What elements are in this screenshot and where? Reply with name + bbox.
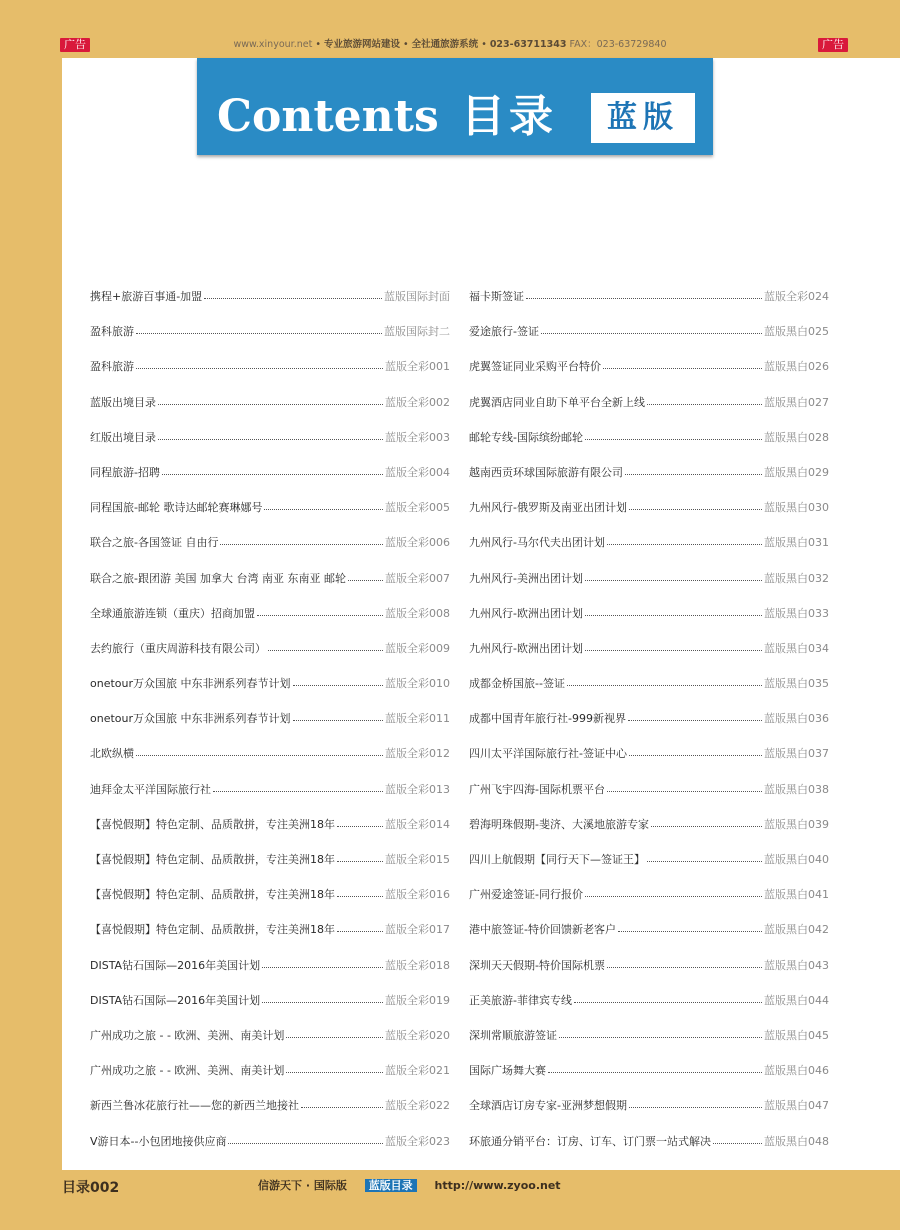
toc-entry[interactable] — [469, 816, 829, 851]
toc-entry[interactable] — [469, 464, 829, 499]
toc-entry-page: 蓝版黑白031 — [764, 536, 829, 550]
toc-entry-title: 成都中国青年旅行社-999新视界 — [469, 712, 626, 726]
dot-leader — [158, 396, 383, 405]
dot-leader — [158, 431, 383, 440]
footer-url[interactable]: http://www.zyoo.net — [434, 1179, 561, 1192]
dot-leader — [337, 923, 383, 932]
toc-entry-title: 九州风行-俄罗斯及南亚出团计划 — [469, 501, 627, 515]
toc-entry[interactable] — [469, 429, 829, 464]
toc-entry[interactable] — [469, 710, 829, 745]
toc-entry[interactable] — [90, 323, 450, 358]
toc-entry[interactable] — [90, 745, 450, 780]
toc-entry-page: 蓝版黑白043 — [764, 958, 829, 972]
toc-entry[interactable] — [469, 851, 829, 886]
toc-entry-page: 蓝版黑白041 — [764, 888, 829, 902]
dot-leader — [625, 466, 762, 475]
dot-leader — [603, 360, 762, 369]
toc-entry-title: 广州成功之旅 - - 欧洲、美洲、南美计划 — [90, 1028, 285, 1042]
toc-entry-page: 蓝版黑白040 — [764, 853, 829, 866]
toc-entry[interactable] — [90, 358, 450, 393]
toc-entry-title: 广州飞宇四海-国际机票平台 — [469, 782, 605, 796]
toc-entry[interactable] — [90, 886, 450, 921]
dot-leader — [647, 396, 762, 405]
toc-entry-page: 蓝版全彩020 — [385, 1028, 450, 1042]
toc-entry[interactable] — [90, 570, 450, 605]
header-fax: FAX：023-63729840 — [569, 39, 667, 50]
toc-entry-page: 蓝版全彩010 — [385, 677, 450, 691]
toc-entry-title: 虎翼签证同业采购平台特价 — [469, 360, 601, 374]
toc-entry-title: 九州风行-马尔代夫出团计划 — [469, 536, 605, 550]
toc-entry[interactable] — [469, 288, 829, 323]
toc-entry-page: 蓝版黑白039 — [764, 817, 829, 831]
footer-page-number: 目录002 — [62, 1180, 120, 1196]
toc-entry-title: 福卡斯签证 — [469, 290, 524, 303]
toc-entry-title: 盈科旅游 — [90, 325, 134, 339]
toc-entry-title: 九州风行-美洲出团计划 — [469, 571, 583, 585]
toc-entry-page: 蓝版全彩012 — [385, 747, 450, 761]
toc-entry-title: 新西兰鲁冰花旅行社——您的新西兰地接社 — [90, 1099, 299, 1113]
toc-entry-title: 携程+旅游百事通-加盟 — [90, 290, 203, 303]
dot-leader — [713, 1135, 762, 1144]
toc-entry-title: 【喜悦假期】特色定制、品质散拼，专注美洲18年 — [90, 817, 335, 831]
toc-entry[interactable] — [469, 358, 829, 393]
dot-leader — [559, 1029, 762, 1038]
footer-info — [258, 1178, 561, 1193]
toc-entry-page: 蓝版全彩019 — [385, 993, 450, 1007]
dot-leader — [567, 677, 762, 686]
toc-entry-page: 蓝版全彩024 — [764, 290, 829, 303]
toc-entry-title: 国际广场舞大赛 — [469, 1064, 546, 1078]
toc-entry[interactable] — [469, 640, 829, 675]
toc-entry-page: 蓝版全彩018 — [385, 958, 450, 972]
toc-entry[interactable] — [469, 499, 829, 534]
dot-leader — [548, 1064, 762, 1073]
toc-entry-page: 蓝版全彩004 — [385, 465, 450, 479]
toc-entry[interactable] — [90, 1097, 450, 1132]
toc-entry-title: 深圳天天假期-特价国际机票 — [469, 958, 605, 972]
toc-entry-page: 蓝版黑白026 — [764, 360, 829, 374]
toc-entry-title: 九州风行-欧洲出团计划 — [469, 641, 583, 655]
ad-tag-right: 广告 — [818, 38, 848, 52]
toc-entry-title: 广州成功之旅 - - 欧洲、美洲、南美计划 — [90, 1064, 285, 1078]
dot-leader — [337, 853, 383, 862]
toc-entry-page: 蓝版全彩007 — [385, 571, 450, 585]
toc-entry[interactable] — [90, 781, 450, 816]
toc-entry-title: 全球通旅游连锁（重庆）招商加盟 — [90, 606, 255, 620]
toc-entry-title: DISTA钻石国际—2016年美国计划 — [90, 958, 261, 972]
dot-leader — [628, 712, 762, 721]
toc-entry-title: 蓝版出境目录 — [90, 395, 156, 409]
toc-entry-title: 联合之旅-跟团游 美国 加拿大 台湾 南亚 东南亚 邮轮 — [90, 571, 346, 585]
toc-entry-page: 蓝版全彩023 — [385, 1134, 450, 1148]
toc-entry-title: 碧海明珠假期-斐济、大溪地旅游专家 — [469, 817, 649, 831]
dot-leader — [629, 1099, 762, 1108]
dot-leader — [136, 747, 383, 756]
toc-entry[interactable] — [90, 992, 450, 1027]
toc-entry-title: 正美旅游-菲律宾专线 — [469, 993, 572, 1007]
dot-leader — [541, 325, 762, 334]
toc-entry-page: 蓝版黑白035 — [764, 677, 829, 691]
toc-entry-page: 蓝版黑白037 — [764, 747, 829, 761]
toc-entry[interactable] — [469, 745, 829, 780]
bullet-icon: • — [481, 39, 490, 50]
header-service-2: 全社通旅游系统 — [411, 39, 479, 50]
toc-entry-title: 四川太平洋国际旅行社-签证中心 — [469, 747, 627, 761]
toc-entry[interactable] — [469, 781, 829, 816]
content-page — [62, 58, 900, 1170]
banner-cn-title: 目录 — [461, 91, 557, 142]
toc-entry[interactable] — [90, 1133, 450, 1168]
toc-entry-page: 蓝版全彩003 — [385, 430, 450, 444]
toc-entry[interactable] — [469, 1062, 829, 1097]
dot-leader — [264, 501, 383, 510]
dot-leader — [136, 360, 383, 369]
toc-entry-page: 蓝版黑白045 — [764, 1028, 829, 1042]
banner-en-title: Contents — [217, 91, 439, 142]
toc-entry-title: 四川上航假期【同行天下—签证王】 — [469, 853, 645, 866]
dot-leader — [228, 1135, 383, 1144]
bullet-icon: • — [315, 39, 324, 50]
toc-entry-title: 越南西贡环球国际旅游有限公司 — [469, 465, 623, 479]
toc-entry[interactable] — [90, 816, 450, 851]
dot-leader — [585, 607, 762, 616]
toc-entry-page: 蓝版全彩021 — [385, 1064, 450, 1078]
dot-leader — [526, 290, 762, 299]
dot-leader — [204, 290, 382, 299]
toc-entry-page: 蓝版黑白038 — [764, 782, 829, 796]
footer-magazine: 信游天下 · 国际版 — [258, 1179, 347, 1192]
dot-leader — [136, 325, 382, 334]
toc-entry[interactable] — [469, 1027, 829, 1062]
toc-entry-title: 邮轮专线-国际缤纷邮轮 — [469, 430, 583, 444]
toc-entry-title: onetour万众国旅 中东非洲系列春节计划 — [90, 712, 291, 726]
bullet-icon: • — [403, 39, 412, 50]
toc-entry-page: 蓝版全彩013 — [385, 782, 450, 796]
toc-entry-page: 蓝版黑白025 — [764, 325, 829, 339]
toc-entry-title: onetour万众国旅 中东非洲系列春节计划 — [90, 677, 291, 691]
dot-leader — [337, 888, 383, 897]
toc-entry-page: 蓝版全彩002 — [385, 395, 450, 409]
toc-entry[interactable] — [90, 605, 450, 640]
ad-tag-left: 广告 — [60, 38, 90, 52]
toc-entry[interactable] — [90, 394, 450, 429]
toc-entry-page: 蓝版黑白027 — [764, 395, 829, 409]
dot-leader — [213, 783, 383, 792]
dot-leader — [262, 994, 383, 1003]
toc-entry-title: 迪拜金太平洋国际旅行社 — [90, 782, 211, 796]
toc-entry-page: 蓝版黑白046 — [764, 1064, 829, 1078]
footer-section-badge: 蓝版目录 — [365, 1179, 417, 1192]
toc-entry-page: 蓝版国际封二 — [384, 325, 450, 339]
header-service-1: 专业旅游网站建设 — [323, 39, 400, 50]
toc-entry-title: 虎翼酒店同业自助下单平台全新上线 — [469, 395, 645, 409]
dot-leader — [337, 818, 383, 827]
toc-entry-title: 盈科旅游 — [90, 360, 134, 374]
toc-entry-title: 广州爱途签证-同行报价 — [469, 888, 583, 902]
toc-entry-page: 蓝版黑白033 — [764, 606, 829, 620]
toc-entry-page: 蓝版全彩015 — [385, 853, 450, 866]
toc-entry[interactable] — [469, 992, 829, 1027]
toc-entry-title: 港中旅签证-特价回馈新老客户 — [469, 923, 616, 937]
toc-entry[interactable] — [90, 464, 450, 499]
toc-entry-title: 【喜悦假期】特色定制、品质散拼，专注美洲18年 — [90, 888, 335, 902]
dot-leader — [293, 712, 383, 721]
dot-leader — [647, 853, 762, 862]
toc-entry-title: 爱途旅行-签证 — [469, 325, 539, 339]
toc-entry-title: 深圳常顺旅游签证 — [469, 1028, 557, 1042]
toc-entry-title: DISTA钻石国际—2016年美国计划 — [90, 993, 261, 1007]
dot-leader — [607, 959, 762, 968]
toc-entry-title: 同程国旅-邮轮 歌诗达邮轮赛琳娜号 — [90, 501, 263, 515]
toc-entry[interactable] — [90, 851, 450, 886]
dot-leader — [268, 642, 383, 651]
dot-leader — [618, 923, 762, 932]
dot-leader — [286, 1064, 383, 1073]
dot-leader — [629, 501, 762, 510]
toc-entry-page: 蓝版黑白047 — [764, 1099, 829, 1113]
toc-entry[interactable] — [90, 288, 450, 323]
toc-left-column — [90, 288, 450, 1168]
toc-entry-page: 蓝版黑白032 — [764, 571, 829, 585]
toc-entry-title: 九州风行-欧洲出团计划 — [469, 606, 583, 620]
toc-entry-title: 环旅通分销平台：订房、订车、订门票一站式解决 — [469, 1134, 711, 1148]
toc-entry-page: 蓝版全彩011 — [385, 712, 450, 726]
toc-entry-title: V游日本--小包团地接供应商 — [90, 1134, 227, 1148]
toc-entry[interactable] — [469, 323, 829, 358]
dot-leader — [607, 536, 762, 545]
dot-leader — [585, 642, 762, 651]
toc-entry-page: 蓝版全彩017 — [385, 923, 450, 937]
toc-entry-page: 蓝版黑白048 — [764, 1134, 829, 1148]
toc-entry-title: 同程旅游-招聘 — [90, 465, 160, 479]
toc-entry[interactable] — [90, 675, 450, 710]
toc-entry[interactable] — [469, 605, 829, 640]
toc-entry-page: 蓝版全彩009 — [385, 641, 450, 655]
dot-leader — [293, 677, 383, 686]
toc-entry-title: 去约旅行（重庆周游科技有限公司） — [90, 641, 266, 655]
toc-entry-title: 成都金桥国旅--签证 — [469, 677, 565, 691]
dot-leader — [286, 1029, 383, 1038]
toc-entry[interactable] — [469, 675, 829, 710]
toc-entry-page: 蓝版全彩014 — [385, 817, 450, 831]
toc-entry[interactable] — [469, 921, 829, 956]
header-contact-line — [0, 38, 900, 52]
dot-leader — [301, 1099, 383, 1108]
dot-leader — [585, 572, 762, 581]
toc-entry[interactable] — [90, 1062, 450, 1097]
dot-leader — [220, 536, 383, 545]
dot-leader — [585, 431, 762, 440]
toc-entry[interactable] — [469, 394, 829, 429]
toc-entry[interactable] — [469, 534, 829, 569]
toc-entry[interactable] — [90, 534, 450, 569]
toc-entry-page: 蓝版黑白036 — [764, 712, 829, 726]
toc-entry-page: 蓝版全彩006 — [385, 536, 450, 550]
dot-leader — [262, 959, 383, 968]
toc-entry-page: 蓝版黑白028 — [764, 430, 829, 444]
header-phone: 023-63711343 — [489, 39, 567, 50]
header-website[interactable]: www.xinyour.net — [233, 39, 313, 50]
contents-banner — [197, 58, 713, 155]
toc-entry[interactable] — [90, 429, 450, 464]
toc-entry[interactable] — [90, 499, 450, 534]
dot-leader — [629, 747, 762, 756]
dot-leader — [574, 994, 762, 1003]
toc-entry-page: 蓝版全彩001 — [385, 360, 450, 374]
toc-entry-title: 【喜悦假期】特色定制、品质散拼，专注美洲18年 — [90, 853, 335, 866]
toc-entry[interactable] — [469, 1097, 829, 1132]
toc-entry-page: 蓝版全彩005 — [385, 501, 450, 515]
toc-entry-page: 蓝版黑白034 — [764, 641, 829, 655]
toc-entry-page: 蓝版全彩016 — [385, 888, 450, 902]
toc-entry-title: 红版出境目录 — [90, 430, 156, 444]
toc-right-column — [469, 288, 829, 1168]
toc-entry-page: 蓝版黑白030 — [764, 501, 829, 515]
toc-entry[interactable] — [469, 1133, 829, 1168]
toc-entry-title: 全球酒店订房专家-亚洲梦想假期 — [469, 1099, 627, 1113]
toc-entry[interactable] — [469, 957, 829, 992]
dot-leader — [651, 818, 762, 827]
dot-leader — [348, 572, 383, 581]
toc-entry[interactable] — [469, 570, 829, 605]
toc-entry[interactable] — [90, 921, 450, 956]
dot-leader — [162, 466, 383, 475]
toc-entry-page: 蓝版全彩022 — [385, 1099, 450, 1113]
toc-entry-title: 【喜悦假期】特色定制、品质散拼，专注美洲18年 — [90, 923, 335, 937]
toc-entry[interactable] — [90, 640, 450, 675]
toc-entry-page: 蓝版全彩008 — [385, 606, 450, 620]
toc-entry[interactable] — [90, 957, 450, 992]
toc-entry-title: 联合之旅-各国签证 自由行 — [90, 536, 219, 550]
toc-entry-page: 蓝版黑白029 — [764, 465, 829, 479]
toc-entry[interactable] — [90, 710, 450, 745]
dot-leader — [607, 783, 762, 792]
toc-entry-page: 蓝版黑白044 — [764, 993, 829, 1007]
toc-entry[interactable] — [469, 886, 829, 921]
toc-entry-title: 北欧纵横 — [90, 747, 134, 761]
toc-entry-page: 蓝版黑白042 — [764, 923, 829, 937]
dot-leader — [585, 888, 762, 897]
toc-entry-page: 蓝版国际封面 — [384, 290, 450, 303]
dot-leader — [257, 607, 383, 616]
toc-entry[interactable] — [90, 1027, 450, 1062]
edition-badge: 蓝版 — [591, 93, 695, 143]
